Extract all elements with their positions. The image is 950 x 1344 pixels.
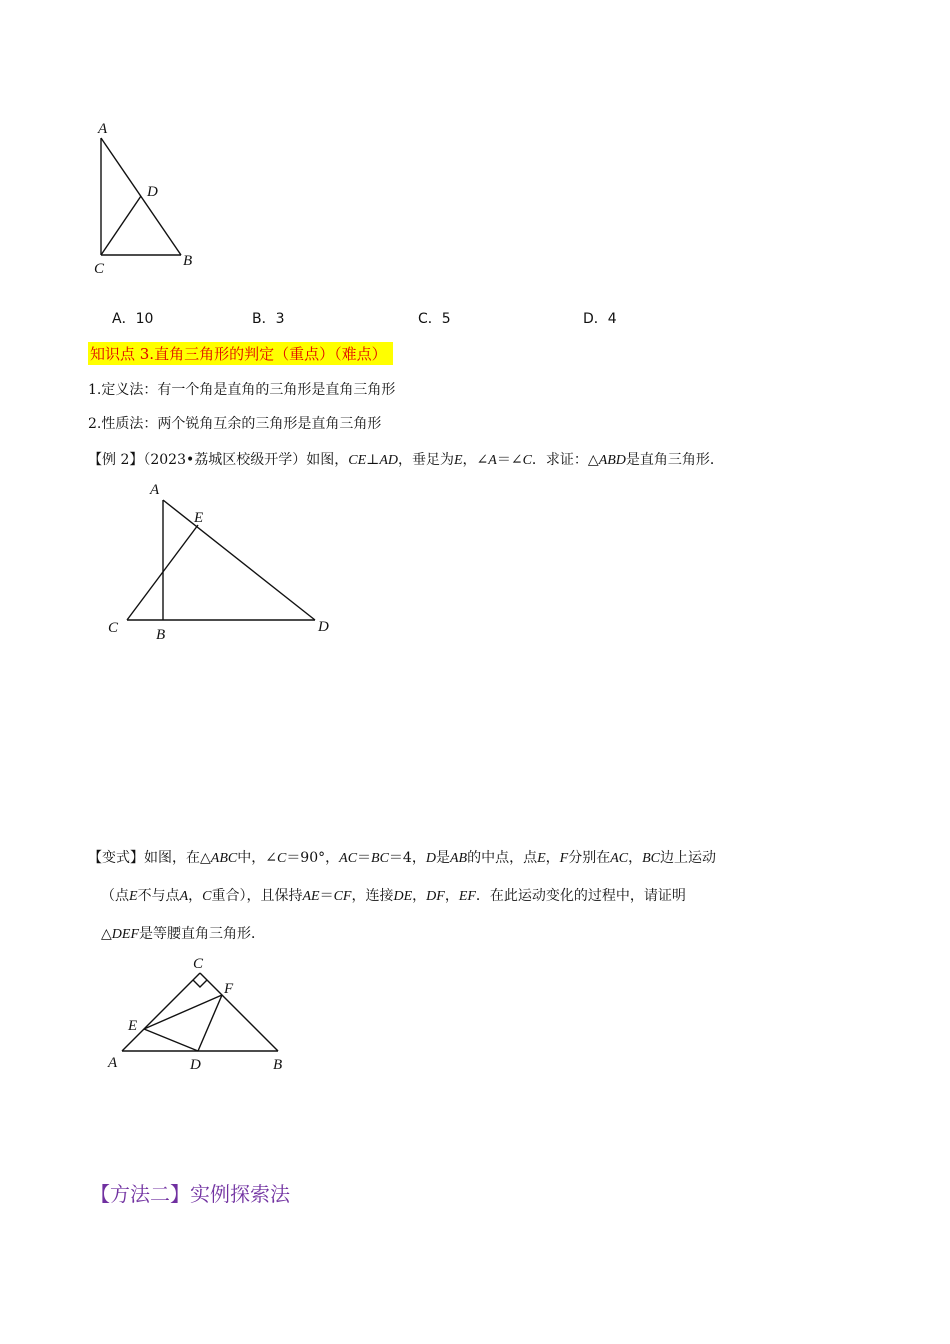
variant-text: ，	[188, 888, 203, 904]
variant-var: DEF	[111, 927, 139, 942]
label-c: C	[193, 956, 204, 972]
segment-de	[144, 1029, 198, 1051]
label-f: F	[224, 981, 234, 997]
label-b: B	[183, 253, 193, 269]
variant-text: ，	[545, 850, 560, 866]
variant-text: 是等腰直角三角形．	[139, 926, 265, 942]
variant-text: ，	[444, 888, 459, 904]
example-2-perp: ⊥	[366, 452, 380, 468]
variant-var: DE	[393, 889, 413, 904]
variant-text: 的中点，点	[467, 850, 538, 866]
variant-text: 分别在	[568, 850, 611, 866]
variant-text: ＝	[357, 850, 372, 866]
variant-var: AB	[449, 851, 468, 866]
label-c: C	[94, 261, 105, 277]
method-definition: 1.定义法：有一个角是直角的三角形是直角三角形	[88, 382, 396, 398]
segment-cb	[200, 973, 278, 1051]
variant-var: A	[179, 889, 189, 904]
variant-var: D	[425, 851, 436, 866]
example-2-prove: ．求证：△	[531, 452, 599, 468]
variant-var: BC	[642, 851, 660, 866]
label-a: A	[108, 1055, 118, 1071]
variant-var: AE	[302, 889, 320, 904]
segment-ad	[163, 500, 315, 620]
variant-var: E	[537, 851, 546, 866]
variant-text: 中，∠	[237, 850, 277, 866]
variant-line-2	[101, 886, 686, 907]
figure-1-triangle	[85, 115, 215, 280]
figure-3-isosceles-right-triangle	[100, 952, 305, 1077]
variant-text: ＝90°，	[286, 850, 340, 866]
example-2-angle: ，∠	[462, 452, 489, 468]
variant-text: ．在此运动变化的过程中，请证明	[475, 888, 686, 904]
variant-text: 【变式】如图，在△	[88, 850, 211, 866]
knowledge-point-heading: 知识点 3.直角三角形的判定（重点）（难点）	[88, 342, 393, 365]
variant-var: C	[202, 889, 212, 904]
variant-line-1	[88, 848, 716, 869]
label-d: D	[147, 184, 158, 200]
option-c[interactable]: C．5	[418, 311, 451, 327]
example-2-end: 是直角三角形．	[625, 452, 724, 468]
example-2-foot: ，垂足为	[397, 452, 454, 468]
variant-line-3	[101, 924, 265, 945]
label-e: E	[194, 510, 204, 526]
segment-cd	[101, 196, 141, 255]
variant-text: ，	[412, 888, 427, 904]
figure-2-triangles	[100, 478, 340, 648]
variant-var: EF	[458, 889, 476, 904]
variant-var: F	[559, 851, 569, 866]
example-2-prefix: 【例 2】（2023•荔城区校级开学）如图，	[88, 452, 349, 468]
label-a: A	[98, 121, 108, 137]
example-2-question	[88, 450, 724, 471]
variant-var: BC	[371, 851, 389, 866]
example-2-eq: ＝∠	[496, 452, 523, 468]
variant-var: AC	[610, 851, 629, 866]
variant-text: ，连接	[351, 888, 394, 904]
right-angle-mark	[193, 980, 207, 987]
variant-text: ＝	[319, 888, 334, 904]
label-b: B	[273, 1057, 283, 1073]
variant-var: CF	[333, 889, 352, 904]
variant-text: ，	[628, 850, 643, 866]
variant-var: ABC	[210, 851, 238, 866]
variant-text: △	[101, 926, 112, 942]
label-b: B	[156, 627, 166, 643]
variant-var: C	[276, 851, 287, 866]
label-d: D	[190, 1057, 201, 1073]
example-2-a: A	[488, 453, 497, 468]
segment-ac	[122, 973, 200, 1051]
example-2-abd: ABD	[598, 453, 626, 468]
example-2-ad: AD	[379, 453, 398, 468]
option-a[interactable]: A．10	[112, 311, 154, 327]
example-2-e: E	[453, 453, 463, 468]
option-d[interactable]: D．4	[583, 311, 617, 327]
label-e: E	[128, 1018, 138, 1034]
variant-text: ＝4，	[388, 850, 426, 866]
method-property: 2.性质法：两个锐角互余的三角形是直角三角形	[88, 416, 382, 432]
variant-text: 边上运动	[659, 850, 716, 866]
variant-var: DF	[426, 889, 445, 904]
option-b[interactable]: B．3	[252, 311, 285, 327]
label-c: C	[108, 620, 119, 636]
label-d: D	[318, 619, 329, 635]
variant-text: 重合），且保持	[211, 888, 303, 904]
variant-text: 不与点	[137, 888, 180, 904]
label-a: A	[150, 482, 160, 498]
variant-var: AC	[339, 851, 358, 866]
method-two-heading: 【方法二】实例探索法	[90, 1182, 290, 1206]
variant-text: 是	[435, 850, 450, 866]
variant-var: E	[129, 889, 138, 904]
example-2-ce: CE	[348, 453, 367, 468]
example-2-c: C	[522, 453, 532, 468]
variant-text: （点	[101, 888, 129, 904]
